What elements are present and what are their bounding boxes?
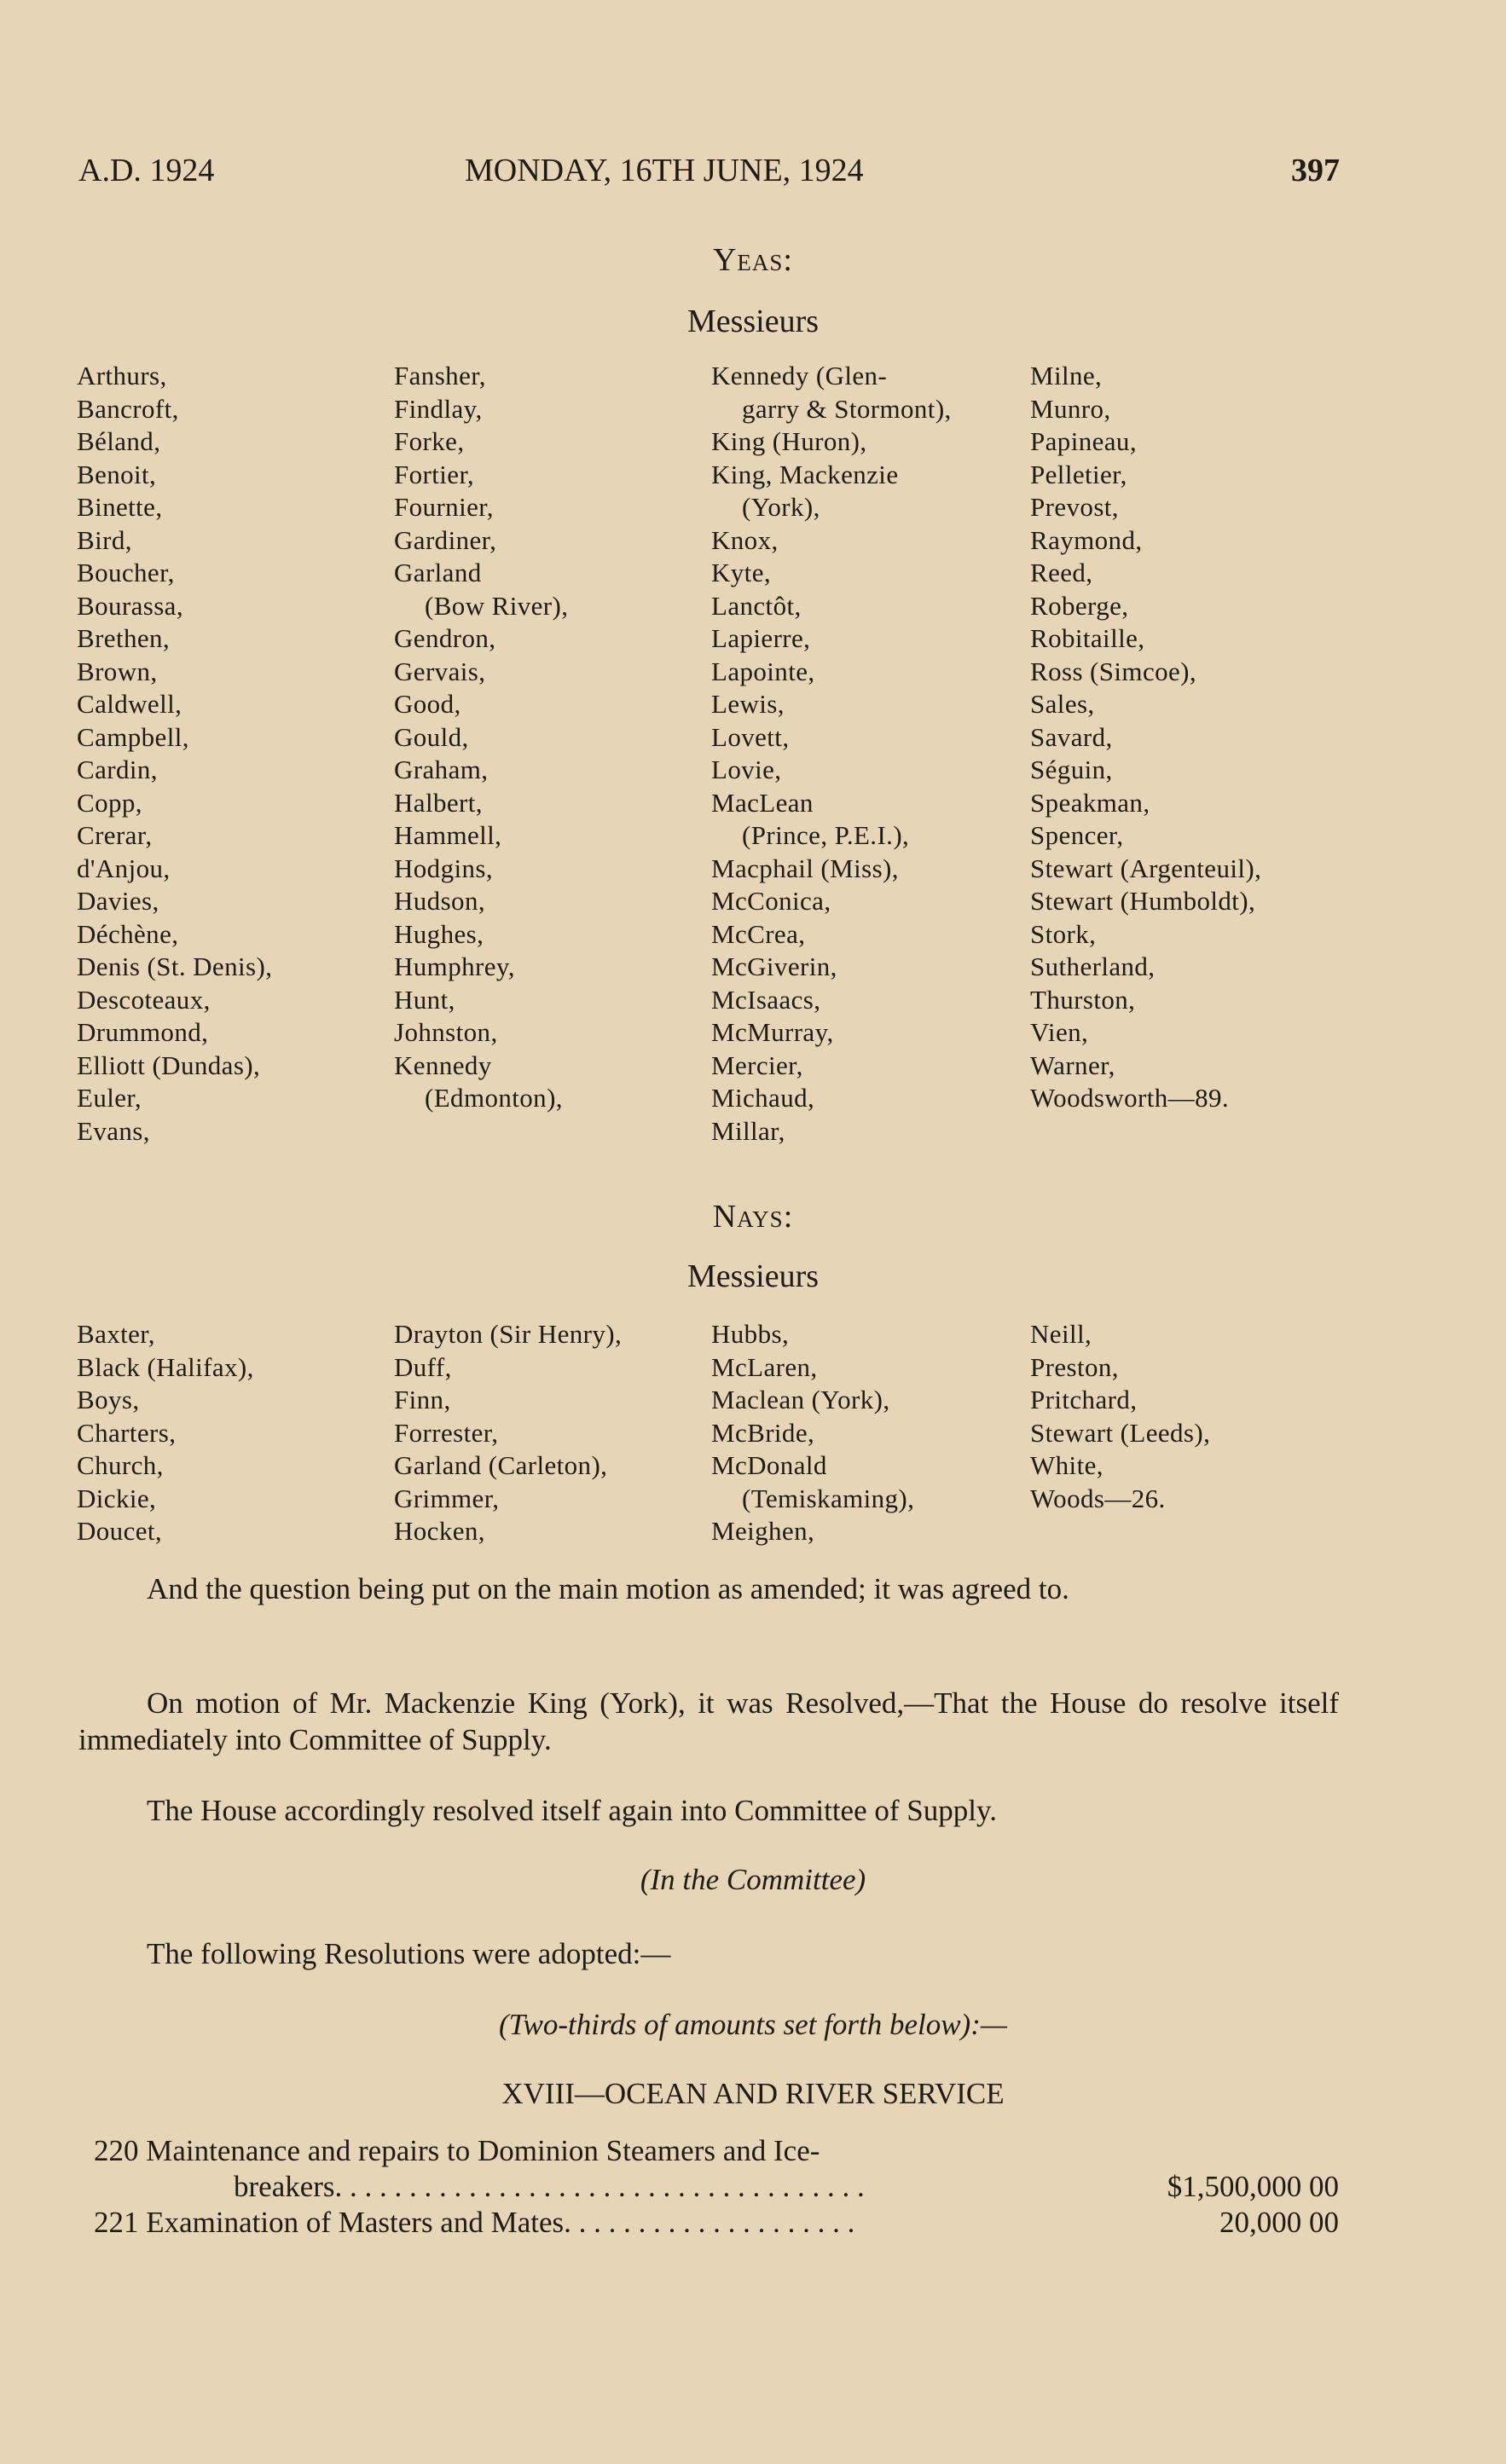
- nays-name: Duff,: [394, 1351, 452, 1382]
- nays-name: McLaren,: [711, 1351, 818, 1382]
- section-title: XVIII—OCEAN AND RIVER SERVICE: [501, 2077, 1005, 2110]
- yeas-name: McCrea,: [711, 918, 806, 949]
- yeas-name: MacLean: [711, 787, 814, 818]
- yeas-name: Humphrey,: [394, 951, 515, 981]
- yeas-name: Benoit,: [77, 459, 157, 489]
- yeas-name: Davies,: [77, 886, 159, 916]
- yeas-name: Knox,: [711, 524, 779, 555]
- yeas-name: Gervais,: [394, 656, 486, 686]
- yeas-name: Munro,: [1030, 393, 1111, 424]
- yeas-name: Spencer,: [1030, 820, 1124, 850]
- yeas-name: Hudson,: [394, 886, 486, 916]
- two-thirds-note: (Two-thirds of amounts set forth below):—: [499, 2008, 1007, 2041]
- yeas-name: Hodgins,: [394, 853, 494, 883]
- yeas-name: King (Huron),: [711, 426, 867, 456]
- yeas-name: Cardin,: [77, 755, 158, 784]
- yeas-name: Fansher,: [394, 361, 486, 390]
- yeas-name: Milne,: [1030, 361, 1103, 390]
- header-date: MONDAY, 16TH JUNE, 1924: [465, 153, 864, 188]
- committee-note: (In the Committee): [640, 1863, 866, 1896]
- yeas-name: Descoteaux,: [77, 984, 211, 1015]
- yeas-name: Kennedy: [394, 1050, 492, 1080]
- nays-name: Neill,: [1030, 1319, 1092, 1349]
- yeas-name: Drummond,: [77, 1017, 209, 1047]
- item-amount: $1,500,000 00: [1167, 2170, 1339, 2203]
- nays-col-1: [77, 1318, 394, 1548]
- item-description: Maintenance and repairs to Dominion Steamers and Ice-: [146, 2134, 820, 2167]
- yeas-name: Boucher,: [77, 558, 175, 587]
- yeas-name: Caldwell,: [77, 689, 182, 719]
- yeas-name: Stewart (Humboldt),: [1030, 886, 1256, 916]
- yeas-name: Savard,: [1030, 721, 1113, 752]
- yeas-name: McConica,: [711, 886, 831, 916]
- yeas-name: McIsaacs,: [711, 984, 821, 1015]
- yeas-name: Lanctôt,: [711, 590, 802, 621]
- nays-name: Boys,: [77, 1385, 140, 1414]
- nays-name: Doucet,: [77, 1516, 163, 1546]
- paragraph-resolutions: The following Resolutions were adopted:—: [147, 1937, 671, 1970]
- yeas-name: Séguin,: [1030, 755, 1113, 784]
- yeas-name: Roberge,: [1030, 590, 1129, 621]
- yeas-name: Fortier,: [394, 459, 475, 489]
- paragraph-committee: The House accordingly resolved itself again into Committee of Supply.: [147, 1794, 997, 1827]
- yeas-name: Gardiner,: [394, 524, 497, 555]
- nays-name: Charters,: [77, 1417, 177, 1448]
- yeas-name: Kennedy (Glen-: [711, 361, 888, 390]
- item-220-line1: [94, 2133, 1339, 2169]
- nays-name: Church,: [77, 1450, 164, 1480]
- yeas-name: McGiverin,: [711, 951, 837, 981]
- yeas-name: Stewart (Argenteuil),: [1030, 853, 1262, 883]
- nays-name: Preston,: [1030, 1351, 1119, 1382]
- yeas-name: Binette,: [77, 492, 163, 522]
- nays-columns: [77, 1318, 1433, 1548]
- yeas-name: Brethen,: [77, 623, 171, 653]
- yeas-name: Gould,: [394, 721, 469, 752]
- yeas-name: Robitaille,: [1030, 623, 1145, 653]
- yeas-name: Reed,: [1030, 558, 1093, 587]
- yeas-name: Lovett,: [711, 721, 790, 752]
- paragraph-motion: On motion of Mr. Mackenzie King (York), it was Resolved,—That the House do resolve itself immediately into Committee of Supply.: [78, 1686, 1339, 1756]
- nays-name: Pritchard,: [1030, 1385, 1138, 1414]
- nays-name: Black (Halifax),: [77, 1351, 254, 1382]
- yeas-name: Crerar,: [77, 820, 153, 850]
- nays-name: McBride,: [711, 1417, 815, 1448]
- nays-name: Grimmer,: [394, 1483, 500, 1513]
- yeas-name: Déchène,: [77, 918, 179, 949]
- yeas-name: Elliott (Dundas),: [77, 1050, 261, 1080]
- yeas-name: Johnston,: [394, 1017, 498, 1047]
- yeas-name: Garland: [394, 558, 482, 587]
- yeas-name: Bourassa,: [77, 590, 183, 621]
- yeas-name: Lovie,: [711, 755, 782, 784]
- yeas-col-3: [711, 360, 1030, 1148]
- yeas-heading: Yeas:: [712, 242, 793, 278]
- nays-heading: Nays:: [712, 1199, 794, 1235]
- item-220-line2: [94, 2169, 1339, 2205]
- yeas-name: Sales,: [1030, 689, 1095, 719]
- paragraph-question: And the question being put on the main motion as amended; it was agreed to.: [147, 1572, 1069, 1605]
- yeas-name: King, Mackenzie: [711, 459, 899, 489]
- yeas-name: Mercier,: [711, 1050, 803, 1080]
- yeas-name: Béland,: [77, 426, 161, 456]
- yeas-name: Kyte,: [711, 558, 772, 587]
- nays-name: Forrester,: [394, 1417, 499, 1448]
- nays-name: Drayton (Sir Henry),: [394, 1319, 623, 1349]
- yeas-name: Thurston,: [1030, 984, 1136, 1015]
- nays-name: (Temiskaming),: [742, 1483, 915, 1513]
- nays-name: Hocken,: [394, 1516, 485, 1546]
- yeas-name: Hughes,: [394, 918, 484, 949]
- nays-name: Woods—26.: [1030, 1483, 1166, 1513]
- yeas-name: (Bow River),: [425, 590, 569, 621]
- yeas-name: Fournier,: [394, 492, 494, 522]
- yeas-name: garry & Stormont),: [742, 393, 952, 424]
- yeas-col-4: [1030, 360, 1433, 1148]
- nays-col-2: [394, 1318, 711, 1548]
- item-number: 221: [94, 2206, 139, 2239]
- yeas-name: (Prince, P.E.I.),: [742, 820, 910, 850]
- yeas-name: (Edmonton),: [425, 1083, 563, 1113]
- yeas-name: Prevost,: [1030, 492, 1119, 522]
- yeas-name: Brown,: [77, 656, 158, 686]
- yeas-name: Campbell,: [77, 721, 189, 752]
- yeas-col-1: [77, 360, 394, 1148]
- yeas-name: Lewis,: [711, 689, 785, 719]
- nays-name: Baxter,: [77, 1319, 155, 1349]
- yeas-name: (York),: [742, 492, 820, 522]
- yeas-name: Hunt,: [394, 984, 455, 1015]
- yeas-name: Lapierre,: [711, 623, 811, 653]
- header-year: A.D. 1924: [78, 153, 215, 188]
- yeas-name: Macphail (Miss),: [711, 853, 899, 883]
- nays-name: Garland (Carleton),: [394, 1450, 608, 1480]
- nays-name: Stewart (Leeds),: [1030, 1417, 1211, 1448]
- yeas-name: Michaud,: [711, 1083, 815, 1113]
- nays-name: White,: [1030, 1450, 1103, 1480]
- yeas-name: Lapointe,: [711, 656, 815, 686]
- yeas-name: Pelletier,: [1030, 459, 1127, 489]
- yeas-name: Millar,: [711, 1115, 785, 1146]
- page-number: 397: [1291, 153, 1340, 188]
- yeas-name: Raymond,: [1030, 524, 1143, 555]
- yeas-name: Bird,: [77, 524, 132, 555]
- yeas-name: Warner,: [1030, 1050, 1115, 1080]
- yeas-name: Graham,: [394, 755, 489, 784]
- yeas-name: Sutherland,: [1030, 951, 1156, 981]
- yeas-name: Findlay,: [394, 393, 483, 424]
- yeas-name: Halbert,: [394, 787, 483, 818]
- yeas-name: McMurray,: [711, 1017, 834, 1047]
- yeas-col-2: [394, 360, 711, 1148]
- item-description-cont: breakers. . . . . . . . . . . . . . . . . . . . . . . . . . . . . . . . . . . .: [234, 2170, 865, 2203]
- nays-col-4: [1030, 1318, 1433, 1548]
- yeas-name: Speakman,: [1030, 787, 1150, 818]
- yeas-name: Good,: [394, 689, 461, 719]
- item-description: Examination of Masters and Mates. . . . . . . . . . . . . . . . . . . .: [146, 2206, 855, 2239]
- nays-name: Maclean (York),: [711, 1385, 890, 1414]
- nays-name: Hubbs,: [711, 1319, 790, 1349]
- item-amount: 20,000 00: [1219, 2206, 1339, 2239]
- nays-name: McDonald: [711, 1450, 827, 1480]
- yeas-name: Gendron,: [394, 623, 496, 653]
- yeas-name: Woodsworth—89.: [1030, 1083, 1230, 1113]
- yeas-name: Evans,: [77, 1115, 150, 1146]
- yeas-name: Bancroft,: [77, 393, 179, 424]
- yeas-name: Denis (St. Denis),: [77, 951, 273, 981]
- yeas-name: Papineau,: [1030, 426, 1137, 456]
- yeas-subheading: Messieurs: [686, 304, 820, 339]
- yeas-name: Stork,: [1030, 918, 1097, 949]
- yeas-name: Forke,: [394, 426, 465, 456]
- nays-name: Dickie,: [77, 1483, 157, 1513]
- nays-name: Meighen,: [711, 1516, 815, 1546]
- yeas-name: Ross (Simcoe),: [1030, 656, 1197, 686]
- yeas-name: Arthurs,: [77, 361, 167, 390]
- yeas-name: Hammell,: [394, 820, 502, 850]
- yeas-name: Euler,: [77, 1083, 142, 1113]
- item-number: 220: [94, 2134, 139, 2167]
- nays-name: Finn,: [394, 1385, 451, 1414]
- item-221-line: [94, 2205, 1339, 2241]
- nays-subheading: Messieurs: [686, 1258, 820, 1294]
- nays-col-3: [711, 1318, 1030, 1548]
- yeas-name: Vien,: [1030, 1017, 1089, 1047]
- yeas-columns: [77, 360, 1433, 1148]
- yeas-name: d'Anjou,: [77, 853, 171, 883]
- yeas-name: Copp,: [77, 787, 142, 818]
